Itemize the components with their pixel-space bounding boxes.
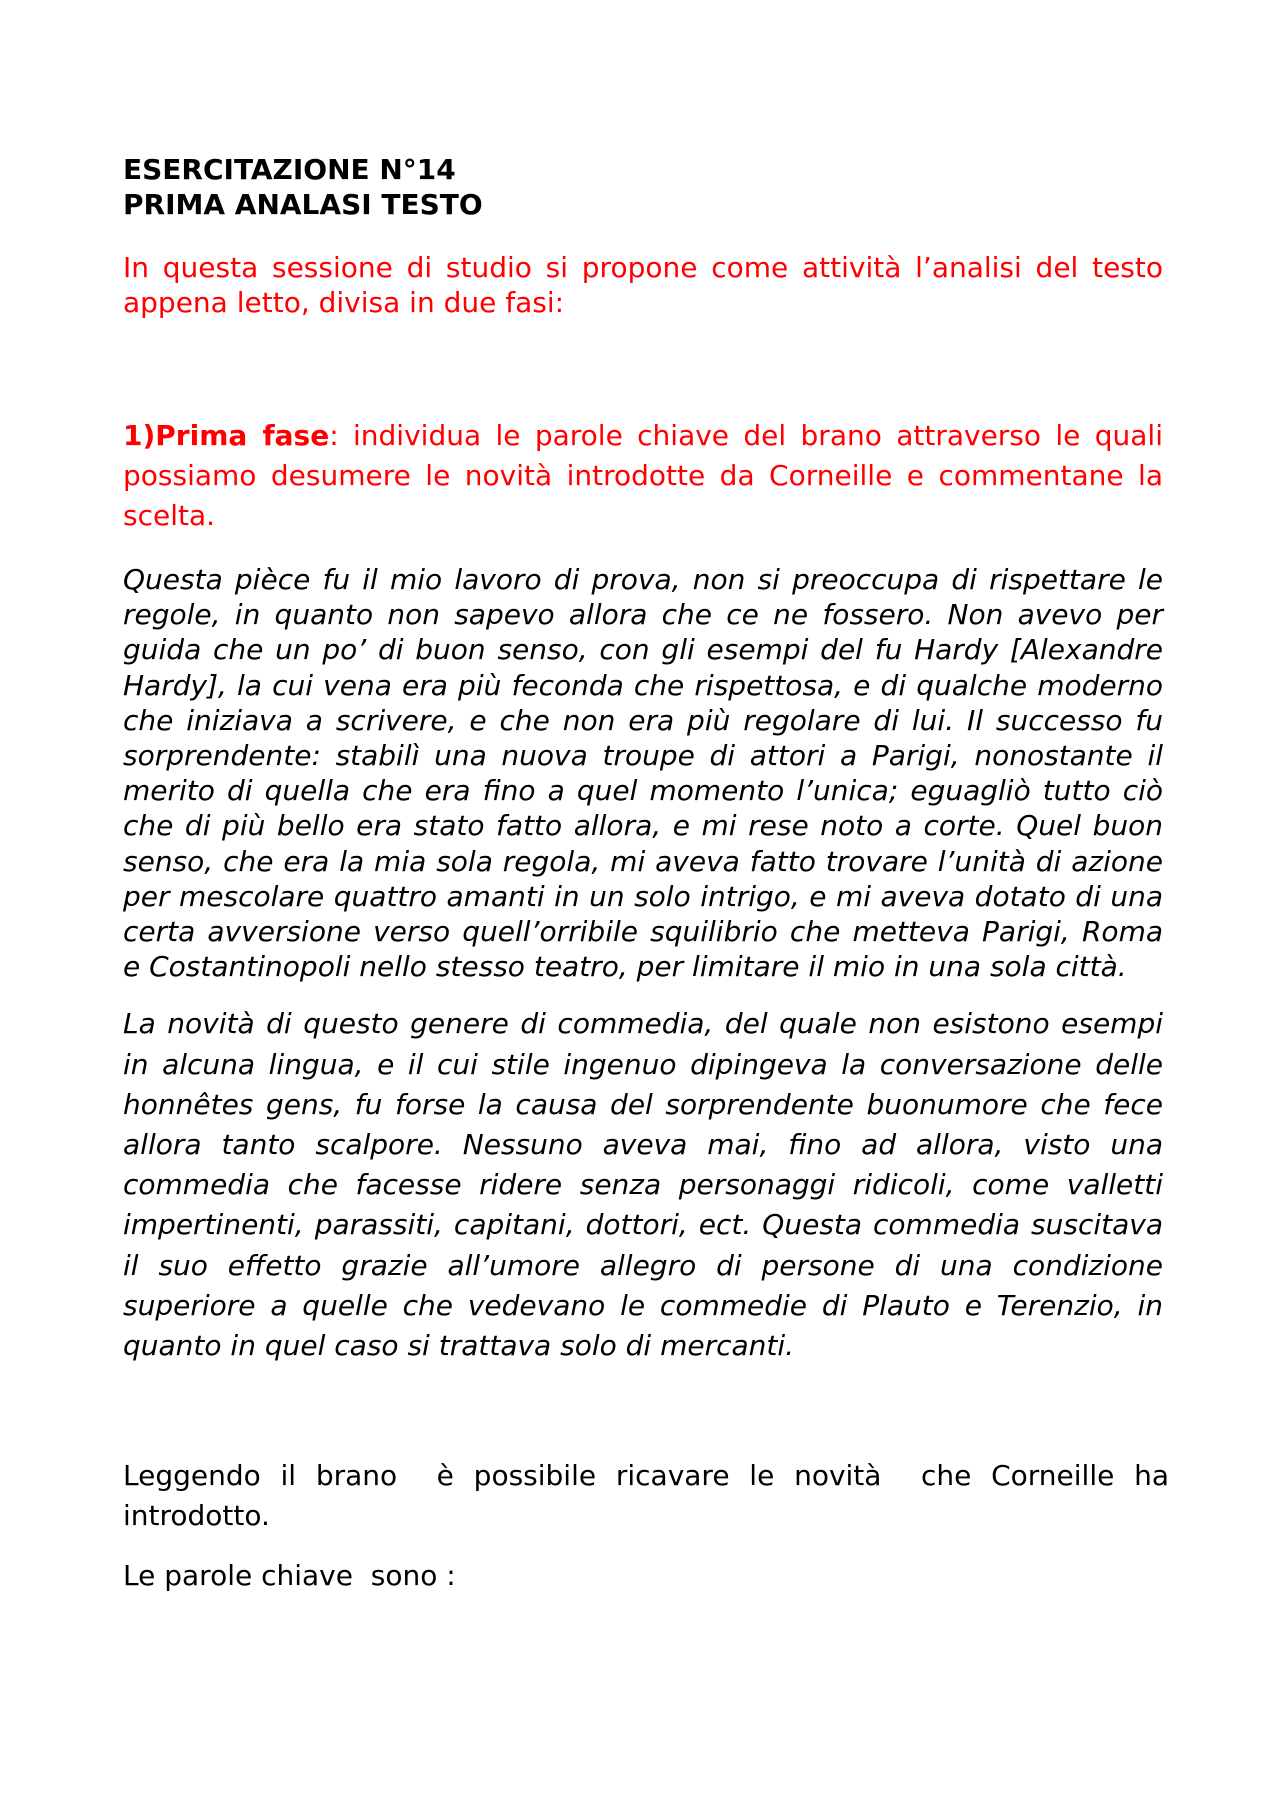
phase-one-instruction: [123, 416, 1163, 536]
exercise-title-heading: PRIMA ANALASI TESTO: [123, 188, 483, 221]
instructions-intro: In questa sessione di studio si propone come attività l’analisi del testo appena letto, divisa in due fasi:: [123, 251, 1163, 319]
student-answer-text: Leggendo il brano è possibile ricavare le novità che Corneille ha introdotto.: [123, 1459, 1178, 1533]
student-answer-paragraph: [123, 1456, 1178, 1536]
phase-one-label: 1)Prima fase: [123, 419, 330, 452]
document-body: [123, 152, 1178, 1596]
keywords-text: Le parole chiave sono :: [123, 1559, 456, 1593]
keywords-line: [123, 1556, 1163, 1596]
quoted-passage-paragraph-2: La novità di questo genere di commedia, del quale non esistono esempi in alcuna lingua, e il cui stile ingenuo dipingeva la conversazione delle honnêtes gens, fu forse la causa del sorprendente buonumore che fece allora tanto scalpore. Nessuno aveva mai, fino ad allora, visto una commedia che facesse ridere senza personaggi ridicoli, come valletti impertinenti, parassiti, capitani, dottori, ect. Questa commedia suscitava il suo effetto grazie all’umore allegro di persone di una condizione superiore a quelle che vedevano le commedie di Plauto e Terenzio, in quanto in quel caso si trattava solo di mercanti.: [123, 1007, 1163, 1363]
exercise-number-heading: ESERCITAZIONE N°14: [123, 153, 456, 186]
phase-one-text: : individua le parole chiave del brano attraverso le quali possiamo desumere le novità introdotte da Corneille e commentane la scelta.: [123, 419, 1163, 532]
quoted-passage-paragraph-1: Questa pièce fu il mio lavoro di prova, non si preoccupa di rispettare le regole, in quanto non sapevo allora che ce ne fossero. Non avevo per guida che un po’ di buon senso, con gli esempi del fu Hardy [Alexandre Hardy], la cui vena era più feconda che rispettosa, e di qualche moderno che iniziava a scrivere, e che non era più regolare di lui. Il successo fu sorprendente: stabilì una nuova troupe di attori a Parigi, nonostante il merito di quella che era fino a quel momento l’unica; eguagliò tutto ciò che di più bello era stato fatto allora, e mi rese noto a corte. Quel buon senso, che era la mia sola regola, mi aveva fatto trovare l’unità di azione per mescolare quattro amanti in un solo intrigo, e mi aveva dotato di una certa avversione verso quell’orribile squilibrio che metteva Parigi, Roma e Costantinopoli nello stesso teatro, per limitare il mio in una sola città.: [123, 563, 1163, 984]
